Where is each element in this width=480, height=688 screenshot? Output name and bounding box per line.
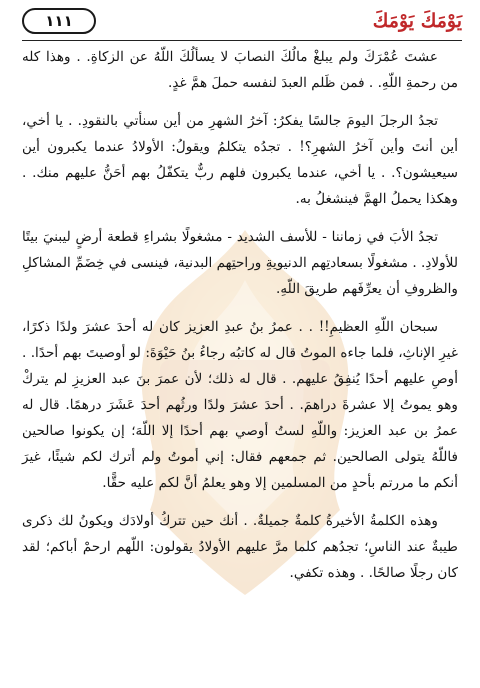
page-number: ١١١ — [22, 8, 96, 34]
header-rule — [22, 40, 462, 41]
paragraph: سبحان اللّهِ العظيمِ!! . . عمرُ بنُ عبدِ العزيز كان له أحدَ عشرَ ولدًا ذكرًا، غيرِ الإناثِ، فلما جاءه الموتُ قال له كاتبُه رجاءُ بنُ حَيْوَةَ: لو أوصيتَ بهم أحدًا. . أوصِ عليهم أحدًا يُنفِقُ عليهم. . قال له ذلك؛ لأن عمرَ بنَ عبد العزيزِ لم يتركْ وهو يموتُ إلا عشرةَ دراهمَ. . أحدَ عشرَ ولدًا ورثُهم أحدَ عَشَرَ درهمًا. قال له عمرُ بن عبد العزيز: واللّهِ لستُ أوصي بهم أحدًا إلا اللّهَ؛ إن يكونوا صالحين فاللّهُ يتولى الصالحين. ثم جمعهم فقال: إني أموتُ ولم أترك لكم شيئًا، غيرَ أنكم ما مررتم بأحدٍ من المسلمين إلا وهو يعلمُ أنَّ لكم عليه حقًّا. — [22, 319, 458, 491]
paragraph: تجدُ الأبَ في زماننا - للأسف الشديد - مشغولًا بشراءِ قطعة أرضٍ ليبنيَ بيتًا للأولادِ. . مشغولًا بسعادتِهم الدنيويةِ وراحتِهم البدنية، فينسى في خِضَمِّ المشاكلِ والظروفِ أن يعرِّفَهم طريقَ اللّهِ. — [22, 229, 458, 297]
paragraph: عشتَ عُمْرَكَ ولم يبلغْ مالُكَ النصابَ لا يسألُكَ اللّهُ عن الزكاةِ. . وهذا كله من رحمةِ اللّهِ. . فمن ظَلم العبدَ لنفسه حملَ همَّ غدٍ. — [22, 49, 458, 91]
body-text — [22, 44, 458, 598]
paragraph: وهذه الكلمةُ الأخيرةُ كلمةٌ جميلةٌ. . أنك حين تتركُ أولادَك ويكونُ لك ذكرى طيبةٌ عند الناسِ؛ تجدُهم كلما مرَّ عليهم الأولادُ يقولون: اللّهم ارحمْ أباكم؛ لقد كان رجلًا صالحًا. . وهذه تكفي. — [22, 513, 458, 581]
running-title: يَوْمَكَ يَوْمَكَ — [372, 10, 462, 32]
page-header — [22, 8, 462, 38]
paragraph: تجدُ الرجلَ اليومَ جالسًا يفكرُ: آخرُ الشهرِ من أين سنأتي بالنقودِ. . يا أخي، أين أنتَ وأين آخرُ الشهرِ؟! . تجدُه يتكلمُ ويقولُ: الأولادُ عندما يكبرون أين سيعيشون؟. . يا أخي، عندما يكبرون فلهم ربٌّ يتكفّلُ بهم أحَنُّ عليهم منك. . وهكذا يحملُ الهمَّ فينشغلُ به. — [22, 113, 458, 207]
